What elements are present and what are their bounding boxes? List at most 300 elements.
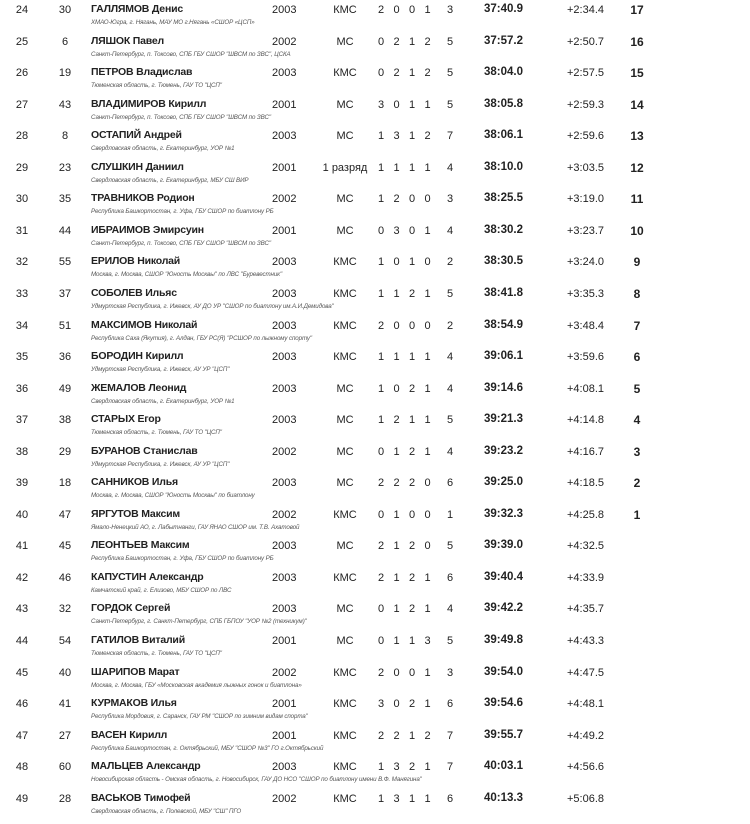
birth-year-cell: 2003 [272,4,297,16]
miss-stage-1: 2 [378,540,385,553]
result-time-cell: 38:41.8 [484,286,524,299]
time-behind-cell: +2:57.5 [567,67,605,80]
shooting-misses [378,603,440,615]
total-misses-cell: 4 [447,382,454,395]
shooting-misses [378,351,440,363]
miss-stage-4: 3 [424,635,431,647]
table-row [0,221,750,253]
points-cell: 9 [633,255,641,270]
shooting-misses [378,383,440,395]
birth-year-cell: 2003 [272,571,297,584]
time-behind-cell: +3:24.0 [567,256,605,269]
athlete-region: Республика Башкортостан, г. Октябрьский, МБУ "СШОР №3" ГО г.Октябрьский [91,744,324,752]
result-time-cell: 39:21.3 [484,413,524,426]
sport-rank-cell: КМС [333,698,357,711]
miss-stage-2: 3 [393,130,400,143]
table-row [0,158,750,190]
sport-rank-cell: МС [336,193,354,206]
birth-year-cell: 2003 [272,761,297,774]
miss-stage-2: 1 [393,571,400,584]
time-behind-cell: +4:33.9 [567,571,605,584]
athlete-name: ЯРГУТОВ Максим [91,507,180,520]
sport-rank-cell: КМС [333,571,357,584]
table-row [0,599,750,631]
result-time-cell: 38:06.1 [484,129,524,142]
total-misses-cell: 3 [447,4,454,16]
result-time-cell: 39:54.6 [484,697,524,710]
miss-stage-3: 2 [409,445,416,458]
athlete-region: Удмуртская Республика, г. Ижевск, АУ УР "ЦСП" [91,366,230,374]
birth-year-cell: 2001 [272,161,297,174]
miss-stage-3: 2 [409,287,416,300]
place-cell: 38 [15,445,29,458]
sport-rank-cell: МС [336,130,354,143]
result-time-cell: 39:25.0 [484,476,524,489]
sport-rank-cell: КМС [333,4,357,16]
time-behind-cell: +3:23.7 [567,224,605,237]
time-behind-cell: +2:59.3 [567,98,605,111]
athlete-region: ХМАО-Югра, г. Нягань, МАУ МО г.Нягань «СШОР «ЦСП» [91,19,255,26]
total-misses-cell: 4 [447,351,454,364]
sport-rank-cell: КМС [333,256,357,269]
time-behind-cell: +3:19.0 [567,193,605,206]
bib-cell: 27 [58,729,72,742]
result-time-cell: 38:30.5 [484,255,524,268]
bib-cell: 44 [58,224,72,237]
result-time-cell: 38:30.2 [484,223,524,236]
time-behind-cell: +2:59.6 [567,130,605,143]
birth-year-cell: 2002 [272,193,297,206]
table-row [0,505,750,537]
time-behind-cell: +4:35.7 [567,603,605,616]
table-row [0,347,750,379]
sport-rank-cell: МС [336,414,354,427]
birth-year-cell: 2001 [272,98,297,111]
total-misses-cell: 6 [447,698,454,711]
miss-stage-1: 0 [378,635,385,647]
miss-stage-4: 1 [424,4,431,16]
result-time-cell: 39:55.7 [484,728,524,741]
shooting-misses [378,761,440,773]
athlete-name: МАКСИМОВ Николай [91,318,198,331]
total-misses-cell: 1 [447,508,454,521]
sport-rank-cell: 1 разряд [322,161,368,174]
athlete-name: ЛЯШОК Павел [91,34,164,47]
shooting-misses [378,572,440,584]
miss-stage-4: 2 [424,130,431,143]
bib-cell: 38 [58,414,72,427]
sport-rank-cell: МС [336,540,354,553]
result-time-cell: 38:05.8 [484,97,524,110]
total-misses-cell: 2 [447,319,454,332]
sport-rank-cell: КМС [333,67,357,80]
miss-stage-3: 0 [409,193,416,206]
athlete-name: ТРАВНИКОВ Родион [91,192,195,205]
place-cell: 33 [15,287,29,300]
miss-stage-1: 1 [378,382,385,395]
athlete-region: Ямало-Ненецкий АО, г. Лабытнанги, ГАУ ЯНАО СШОР им. Т.В. Ахатовой [91,523,300,531]
miss-stage-4: 0 [424,508,431,521]
bib-cell: 43 [58,98,72,111]
table-row [0,32,750,64]
miss-stage-4: 1 [424,98,431,111]
sport-rank-cell: КМС [333,287,357,300]
place-cell: 37 [15,414,29,427]
miss-stage-2: 1 [393,351,400,364]
athlete-region: Тюменская область, г. Тюмень, ГАУ ТО "ЦСП" [91,429,222,437]
result-time-cell: 38:10.0 [484,160,524,173]
miss-stage-3: 1 [409,414,416,427]
shooting-misses [378,477,440,489]
miss-stage-4: 1 [424,161,431,174]
result-time-cell: 39:49.8 [484,634,524,646]
time-behind-cell: +2:34.4 [567,4,605,16]
place-cell: 35 [15,351,29,364]
birth-year-cell: 2003 [272,540,297,553]
athlete-name: ЛЕОНТЬЕВ Максим [91,539,190,552]
miss-stage-2: 2 [393,729,400,742]
bib-cell: 18 [58,477,72,490]
points-cell: 4 [633,413,641,428]
bib-cell: 55 [58,256,72,269]
athlete-name: МАЛЬЦЕВ Александр [91,760,201,773]
place-cell: 31 [15,224,29,237]
athlete-name: ИБРАИМОВ Эмирсуин [91,223,204,236]
birth-year-cell: 2003 [272,477,297,490]
sport-rank-cell: КМС [333,351,357,364]
birth-year-cell: 2003 [272,414,297,427]
place-cell: 48 [15,761,29,774]
athlete-region: Республика Мордовия, г. Саранск, ГАУ РМ "СШОР по зимним видам спорта" [91,713,308,721]
points-cell: 5 [633,381,641,396]
athlete-region: Санкт-Петербург, г. Санкт-Петербург, СПБ ГБПОУ "УОР №2 (техникум)" [91,618,307,626]
athlete-region: Республика Башкортостан, г. Уфа, ГБУ СШОР по биатлону РБ [91,208,274,216]
points-cell: 7 [633,318,641,333]
result-time-cell: 38:54.9 [484,318,524,331]
table-row [0,789,750,821]
sport-rank-cell: МС [336,224,354,237]
miss-stage-1: 0 [378,67,385,80]
shooting-misses [378,667,440,679]
miss-stage-1: 1 [378,130,385,143]
table-row [0,95,750,127]
bib-cell: 49 [58,382,72,395]
total-misses-cell: 2 [447,256,454,269]
time-behind-cell: +3:03.5 [567,161,605,174]
points-cell: 1 [633,507,641,522]
place-cell: 49 [15,792,29,805]
table-row [0,442,750,474]
sport-rank-cell: МС [336,445,354,458]
miss-stage-2: 0 [393,4,400,16]
total-misses-cell: 6 [447,792,454,805]
table-row [0,189,750,221]
bib-cell: 41 [58,698,72,711]
bib-cell: 19 [58,67,72,80]
miss-stage-1: 1 [378,414,385,427]
time-behind-cell: +4:14.8 [567,414,605,427]
miss-stage-1: 0 [378,508,385,521]
miss-stage-4: 1 [424,666,431,679]
sport-rank-cell: МС [336,603,354,616]
result-time-cell: 39:42.2 [484,602,524,615]
total-misses-cell: 6 [447,571,454,584]
bib-cell: 46 [58,571,72,584]
athlete-name: ШАРИПОВ Марат [91,665,180,678]
miss-stage-4: 2 [424,729,431,742]
miss-stage-2: 1 [393,603,400,616]
birth-year-cell: 2002 [272,792,297,805]
bib-cell: 6 [61,35,69,48]
sport-rank-cell: КМС [333,792,357,805]
total-misses-cell: 3 [447,193,454,206]
athlete-name: КАПУСТИН Александр [91,570,204,583]
points-cell: 6 [633,350,641,365]
athlete-region: Свердловская область, г. Екатеринбург, МБУ СШ ВИР [91,176,249,184]
sport-rank-cell: МС [336,382,354,395]
points-cell: 13 [630,129,644,144]
time-behind-cell: +2:50.7 [567,35,605,48]
birth-year-cell: 2003 [272,256,297,269]
miss-stage-3: 1 [409,98,416,111]
shooting-misses [378,36,440,48]
athlete-name: КУРМАКОВ Илья [91,697,177,710]
miss-stage-3: 2 [409,540,416,553]
result-time-cell: 37:40.9 [484,3,524,15]
table-row [0,126,750,158]
athlete-name: ВЛАДИМИРОВ Кирилл [91,97,207,110]
result-time-cell: 39:40.4 [484,570,524,583]
table-row [0,663,750,695]
miss-stage-3: 1 [409,35,416,48]
shooting-misses [378,509,440,521]
miss-stage-2: 3 [393,224,400,237]
table-row [0,694,750,726]
athlete-name: ЕРИЛОВ Николай [91,255,181,268]
miss-stage-4: 0 [424,319,431,332]
total-misses-cell: 5 [447,635,454,647]
miss-stage-3: 2 [409,603,416,616]
shooting-misses [378,288,440,300]
bib-cell: 54 [58,635,72,647]
birth-year-cell: 2003 [272,287,297,300]
result-time-cell: 40:03.1 [484,760,524,773]
points-cell: 17 [630,3,644,17]
athlete-region: Свердловская область, г. Полевской, МБУ "СШ" ПГО [91,807,242,815]
bib-cell: 45 [58,540,72,553]
miss-stage-3: 0 [409,224,416,237]
time-behind-cell: +5:06.8 [567,792,605,805]
athlete-region: Свердловская область, г. Екатеринбург, УОР №1 [91,145,235,153]
place-cell: 40 [15,508,29,521]
bib-cell: 60 [58,761,72,774]
points-cell: 11 [630,192,644,207]
sport-rank-cell: МС [336,477,354,490]
shooting-misses [378,698,440,710]
athlete-name: ГОРДОК Сергей [91,602,171,615]
table-row [0,284,750,316]
total-misses-cell: 4 [447,161,454,174]
place-cell: 42 [15,571,29,584]
miss-stage-1: 3 [378,98,385,111]
table-row [0,757,750,789]
result-time-cell: 39:14.6 [484,381,524,394]
birth-year-cell: 2002 [272,508,297,521]
athlete-region: Санкт-Петербург, п. Токсово, СПБ ГБУ СШОР "ШВСМ по ЗВС" [91,239,271,247]
points-cell: 12 [630,160,644,175]
time-behind-cell: +4:43.3 [567,635,605,647]
miss-stage-3: 1 [409,256,416,269]
miss-stage-3: 2 [409,382,416,395]
miss-stage-3: 1 [409,161,416,174]
birth-year-cell: 2003 [272,130,297,143]
miss-stage-4: 1 [424,382,431,395]
bib-cell: 36 [58,351,72,364]
miss-stage-1: 2 [378,666,385,679]
miss-stage-4: 1 [424,792,431,805]
result-time-cell: 39:06.1 [484,350,524,363]
shooting-misses [378,635,440,647]
time-behind-cell: +4:25.8 [567,508,605,521]
sport-rank-cell: КМС [333,666,357,679]
miss-stage-1: 0 [378,603,385,616]
miss-stage-3: 1 [409,729,416,742]
bib-cell: 32 [58,603,72,616]
result-time-cell: 37:57.2 [484,34,524,47]
miss-stage-4: 1 [424,603,431,616]
athlete-name: ПЕТРОВ Владислав [91,66,193,79]
total-misses-cell: 6 [447,477,454,490]
athlete-name: ГАТИЛОВ Виталий [91,634,185,646]
place-cell: 45 [15,666,29,679]
miss-stage-4: 1 [424,287,431,300]
miss-stage-1: 2 [378,571,385,584]
miss-stage-1: 1 [378,351,385,364]
birth-year-cell: 2003 [272,382,297,395]
time-behind-cell: +4:48.1 [567,698,605,711]
bib-cell: 37 [58,287,72,300]
shooting-misses [378,730,440,742]
athlete-region: Москва, г. Москва, СШОР "Юность Москвы" по биатлону [91,492,255,500]
table-row [0,252,750,284]
total-misses-cell: 5 [447,35,454,48]
place-cell: 34 [15,319,29,332]
miss-stage-1: 2 [378,4,385,16]
miss-stage-2: 0 [393,382,400,395]
points-cell: 2 [633,476,641,491]
miss-stage-3: 0 [409,4,416,16]
time-behind-cell: +4:47.5 [567,666,605,679]
miss-stage-2: 2 [393,193,400,206]
table-row [0,316,750,348]
total-misses-cell: 7 [447,761,454,774]
points-cell: 3 [633,444,641,459]
place-cell: 27 [15,98,29,111]
table-row [0,536,750,568]
time-behind-cell: +3:59.6 [567,351,605,364]
time-behind-cell: +4:16.7 [567,445,605,458]
time-behind-cell: +3:48.4 [567,319,605,332]
athlete-name: БУРАНОВ Станислав [91,444,198,457]
athlete-name: ВАСЕН Кирилл [91,728,168,741]
athlete-name: БОРОДИН Кирилл [91,350,184,363]
miss-stage-3: 1 [409,130,416,143]
sport-rank-cell: МС [336,98,354,111]
athlete-region: Тюменская область, г. Тюмень, ГАУ ТО "ЦСП" [91,650,222,657]
time-behind-cell: +4:08.1 [567,382,605,395]
points-cell: 14 [630,97,644,112]
miss-stage-1: 2 [378,319,385,332]
time-behind-cell: +3:35.3 [567,287,605,300]
result-time-cell: 39:54.0 [484,665,524,678]
birth-year-cell: 2003 [272,603,297,616]
shooting-misses [378,162,440,174]
miss-stage-4: 0 [424,256,431,269]
miss-stage-2: 2 [393,414,400,427]
bib-cell: 51 [58,319,72,332]
athlete-region: Новосибирская область - Омская область, г. Новосибирск, ГАУ ДО НСО "СШОР по биатлону имени В.Ф. Манягина" [91,776,422,784]
birth-year-cell: 2002 [272,35,297,48]
place-cell: 39 [15,477,29,490]
miss-stage-3: 2 [409,571,416,584]
athlete-region: Удмуртская Республика, г. Ижевск, АУ ДО УР "СШОР по биатлону им.А.И.Демидова" [91,302,334,310]
table-row [0,473,750,505]
place-cell: 32 [15,256,29,269]
sport-rank-cell: КМС [333,508,357,521]
total-misses-cell: 7 [447,130,454,143]
shooting-misses [378,256,440,268]
miss-stage-1: 1 [378,256,385,269]
bib-cell: 40 [58,666,72,679]
total-misses-cell: 5 [447,414,454,427]
sport-rank-cell: КМС [333,761,357,774]
table-row [0,568,750,600]
shooting-misses [378,130,440,142]
total-misses-cell: 7 [447,729,454,742]
bib-cell: 23 [58,161,72,174]
miss-stage-2: 3 [393,792,400,805]
result-time-cell: 40:13.3 [484,791,524,804]
birth-year-cell: 2001 [272,635,297,647]
shooting-misses [378,193,440,205]
total-misses-cell: 5 [447,540,454,553]
miss-stage-4: 2 [424,67,431,80]
total-misses-cell: 4 [447,224,454,237]
athlete-region: Тюменская область, г. Тюмень, ГАУ ТО "ЦСП" [91,82,222,90]
place-cell: 47 [15,729,29,742]
points-cell: 16 [630,34,644,49]
place-cell: 24 [15,4,29,16]
miss-stage-1: 0 [378,445,385,458]
miss-stage-2: 0 [393,666,400,679]
result-time-cell: 39:23.2 [484,444,524,457]
time-behind-cell: +4:56.6 [567,761,605,774]
athlete-region: Санкт-Петербург, п. Токсово, СПБ ГБУ СШОР "ШВСМ по ЗВС", ЦСКА [91,50,291,58]
miss-stage-3: 1 [409,792,416,805]
miss-stage-4: 0 [424,477,431,490]
time-behind-cell: +4:32.5 [567,540,605,553]
place-cell: 29 [15,161,29,174]
miss-stage-2: 2 [393,67,400,80]
miss-stage-2: 2 [393,477,400,490]
bib-cell: 28 [58,792,72,805]
total-misses-cell: 5 [447,67,454,80]
time-behind-cell: +4:49.2 [567,729,605,742]
miss-stage-3: 1 [409,635,416,647]
table-row [0,410,750,442]
miss-stage-3: 0 [409,666,416,679]
miss-stage-1: 1 [378,161,385,174]
